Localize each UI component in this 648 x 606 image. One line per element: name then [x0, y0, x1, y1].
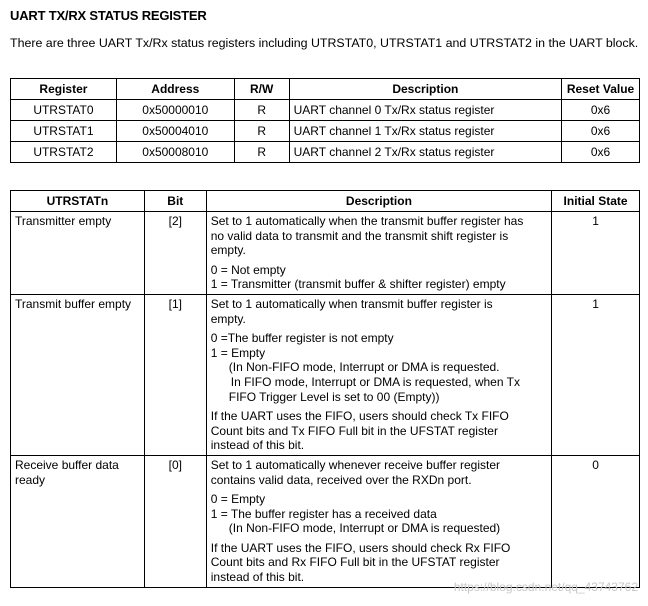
field-name: Transmit buffer empty	[11, 294, 145, 455]
field-initial-state: 0	[552, 455, 640, 587]
register-rw: R	[234, 142, 289, 163]
desc-line: 1 = Empty	[210, 345, 266, 360]
header-description: Description	[289, 79, 561, 100]
field-name: Transmitter empty	[11, 212, 145, 295]
desc-line: 1 = Transmitter (transmit buffer & shifter register) empty	[210, 277, 506, 292]
desc-line: FIFO Trigger Level is set to 00 (Empty))	[228, 389, 440, 404]
watermark: https://blog.csdn.net/qq_43743762	[453, 580, 638, 594]
table-row	[11, 100, 640, 121]
desc-line: 0 = Not empty	[210, 262, 286, 277]
field-name	[11, 455, 145, 587]
header-reset-value: Reset Value	[562, 79, 640, 100]
register-description: UART channel 0 Tx/Rx status register	[289, 100, 561, 121]
field-bit: [1]	[144, 294, 206, 455]
register-reset: 0x6	[562, 142, 640, 163]
register-description: UART channel 2 Tx/Rx status register	[289, 142, 561, 163]
desc-line: instead of this bit.	[210, 438, 305, 453]
register-name: UTRSTAT1	[11, 121, 117, 142]
desc-line: Set to 1 automatically when the transmit buffer register has	[210, 214, 524, 228]
table-row	[11, 294, 640, 455]
field-bit: [2]	[144, 212, 206, 295]
register-address: 0x50000010	[116, 100, 234, 121]
register-name: UTRSTAT2	[11, 142, 117, 163]
header-description: Description	[206, 191, 551, 212]
desc-line: empty.	[210, 311, 246, 326]
header-initial-state: Initial State	[552, 191, 640, 212]
register-address: 0x50008010	[116, 142, 234, 163]
desc-line: If the UART uses the FIFO, users should check Rx FIFO	[210, 540, 511, 555]
table-row	[11, 121, 640, 142]
desc-line: In FIFO mode, Interrupt or DMA is requested, when Tx	[230, 374, 520, 389]
page-title: UART TX/RX STATUS REGISTER	[10, 8, 207, 23]
desc-line: instead of this bit.	[210, 570, 305, 585]
status-table-header	[11, 191, 640, 212]
register-description: UART channel 1 Tx/Rx status register	[289, 121, 561, 142]
desc-line: 1 = The buffer register has a received data	[210, 506, 437, 521]
register-reset: 0x6	[562, 100, 640, 121]
desc-line: (In Non-FIFO mode, Interrupt or DMA is requested)	[228, 521, 501, 536]
intro-paragraph: There are three UART Tx/Rx status registers including UTRSTAT0, UTRSTAT1 and UTRSTAT2 in the UART block.	[10, 36, 639, 50]
field-description	[206, 455, 551, 587]
field-initial-state: 1	[552, 294, 640, 455]
desc-line: Set to 1 automatically when transmit buffer register is	[210, 296, 493, 311]
desc-line: (In Non-FIFO mode, Interrupt or DMA is requested.	[228, 360, 500, 375]
desc-line: contains valid data, received over the RXDn port.	[210, 472, 472, 487]
desc-line: Set to 1 automatically whenever receive buffer register	[210, 457, 500, 472]
desc-line: no valid data to transmit and the transmit shift register is	[210, 228, 509, 243]
desc-line: Count bits and Rx FIFO Full bit in the UFSTAT register	[210, 555, 500, 570]
header-address: Address	[116, 79, 234, 100]
field-bit: [0]	[144, 455, 206, 587]
desc-line: If the UART uses the FIFO, users should check Tx FIFO	[210, 409, 509, 424]
field-name-line: ready	[15, 472, 46, 487]
field-name-line: Receive buffer data	[15, 457, 119, 472]
desc-line: 0 = Empty	[210, 492, 266, 507]
status-bits-table	[10, 190, 640, 588]
register-address: 0x50004010	[116, 121, 234, 142]
register-name: UTRSTAT0	[11, 100, 117, 121]
register-table	[10, 78, 640, 163]
table-row	[11, 142, 640, 163]
register-table-header	[11, 79, 640, 100]
register-rw: R	[234, 100, 289, 121]
table-row	[11, 455, 640, 587]
field-description	[206, 212, 551, 295]
field-description	[206, 294, 551, 455]
header-rw: R/W	[234, 79, 289, 100]
table-row	[11, 212, 640, 295]
register-rw: R	[234, 121, 289, 142]
header-utrstatn: UTRSTATn	[11, 191, 145, 212]
header-register: Register	[11, 79, 117, 100]
header-bit: Bit	[144, 191, 206, 212]
desc-line: Count bits and Tx FIFO Full bit in the UFSTAT register	[210, 423, 498, 438]
field-initial-state: 1	[552, 212, 640, 295]
register-reset: 0x6	[562, 121, 640, 142]
desc-line: 0 =The buffer register is not empty	[210, 331, 394, 346]
desc-line: empty.	[210, 243, 246, 258]
